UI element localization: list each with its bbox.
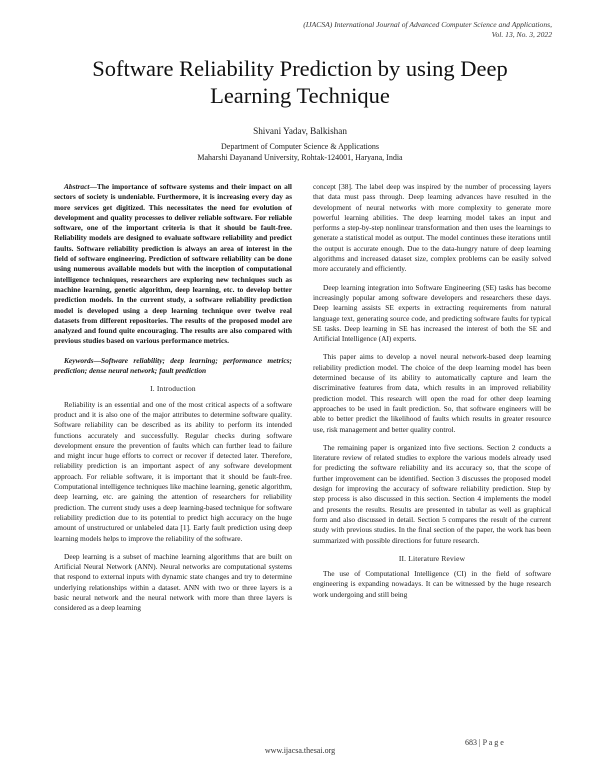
journal-name: (IJACSA) International Journal of Advanced Computer Science and Applications, xyxy=(303,20,552,29)
intro-paragraph-3: concept [38]. The label deep was inspired by the number of processing layers that data must pass through. Deep learning advances have resulted in the development of neural networks with more complexity to generate more powerful learning abilities. The deep learning model takes an input and performs a step-by-step nonlinear transformation and then uses the learnings to generate a statistical model as output. The model continues these iterations until the output is accurate enough. Due to the data-hungry nature of deep learning algorithms and increased dataset size, complex problems can be easily solved more accurately and efficiently. xyxy=(313,182,551,274)
intro-paragraph-4: Deep learning integration into Software Engineering (SE) tasks has become increasingly popular among software developers and researchers these days. Deep learning assists SE experts in extracting requirements from natural language text, generating source code, and predicting software faults for typical SE tasks. Deep learning in SE has increased the interest of both the SE and Artificial Intelligence (AI) experts. xyxy=(313,282,551,344)
intro-paragraph-2: Deep learning is a subset of machine learning algorithms that are built on Artificial Neural Network (ANN). Neural networks are computational systems that respond to external inputs with dynamic state changes and try to determine underlying relationships within a dataset. ANN with two or three layers is a basic neural network and the neural network with more than three layers is considered as a deep learning xyxy=(54,551,292,613)
page-number: 683 | P a g e xyxy=(465,738,504,747)
paper-authors: Shivani Yadav, Balkishan xyxy=(253,126,347,136)
keywords: Keywords—Software reliability; deep learning; performance metrics; prediction; dense neural network; fault prediction xyxy=(54,355,292,376)
section-heading-literature-review: II. Literature Review xyxy=(398,553,466,563)
abstract-label: Abstract xyxy=(64,182,90,191)
footer-url: www.ijacsa.thesai.org xyxy=(264,746,336,755)
paper-title xyxy=(40,55,560,109)
right-column xyxy=(313,182,551,600)
journal-volume: Vol. 13, No. 3, 2022 xyxy=(491,30,552,39)
abstract xyxy=(54,182,292,347)
intro-paragraph-5: This paper aims to develop a novel neural network-based deep learning reliability prediction model. The choice of the deep learning model has been determined because of its ability to automatically capture and learn the discriminative features from data, which results in an improved reliability prediction model. This research will open the road for other deep learning approaches to be used in fault prediction. So, that software engineers will be able to better predict the likelihood of faults which results in greater resource use, risk management and better quality control. xyxy=(313,352,551,434)
title-line-2: Learning Technique xyxy=(210,83,390,108)
abstract-text: —The importance of software systems and their impact on all sectors of society is undeniable. Furthermore, it is increasing every day as more services get digitized. This necessitates the need for evolution of development and quality processes to deliver reliable software. For reliable software, one of the important criteria is that it should be fault-free. Reliability models are designed to evaluate software reliability and predict faults. Software reliability prediction is always an area of interest in the field of software engineering. Prediction of software reliability can be done using numerous available models but with the inception of computational intelligence techniques, researchers are exploring new techniques such as machine learning, genetic algorithm, deep learning, etc. to develop better prediction models. In the current study, a software reliability prediction model is developed using a deep learning technique over twelve real datasets from different repositories. The results of the proposed model are analyzed and found quite encouraging. The results are also compared with previous studies based on various performance metrics. xyxy=(54,182,292,346)
author-affiliation xyxy=(40,141,560,163)
literature-paragraph-1: The use of Computational Intelligence (CI) in the field of software engineering is expanding nowadays. It can be witnessed by the huge research work undergoing and still being xyxy=(313,569,551,599)
intro-paragraph-6: The remaining paper is organized into five sections. Section 2 conducts a literature review of related studies to explore the various models already used for predicting the software reliability and its accuracy so, that the scope of further improvement can be identified. Section 3 discusses the proposed model design for improving the accuracy of software reliability prediction. Step by step process is also discussed in this section. Section 4 implements the model and presents the results. Results are presented in tabular as well as graphical form and also discussed in detail. Section 5 compares the result of the current study with previous studies. In the final section of the paper, the work has been summarized with possible directions for future research. xyxy=(313,442,551,545)
section-heading-introduction: I. Introduction xyxy=(150,384,196,394)
affiliation-university: Maharshi Dayanand University, Rohtak-124001, Haryana, India xyxy=(197,153,403,162)
affiliation-department: Department of Computer Science & Applications xyxy=(221,142,379,151)
left-column xyxy=(54,182,292,614)
intro-paragraph-1: Reliability is an essential and one of the most critical aspects of a software product and it is also one of the major attributes to determine software quality. Software reliability can be described as its ability to perform its intended functions accurately and successfully. Regular checks during software development ensure the prevention of faults which can further lead to failure and might incur huge efforts to correct or recover if detected later. Therefore, reliability prediction is an important aspect of any software development approach. For reliable software, it is important that it should be fault-free. Computational intelligence techniques like machine learning, genetic algorithm, deep learning, etc. are gaining the attention of researchers for reliability prediction. The current study uses a deep learning-based technique for software reliability prediction due to its potential to predict high accuracy on the huge amount of unstructured or unlabeled data [1]. Early fault prediction using deep learning models helps to improve the reliability of the software. xyxy=(54,399,292,543)
journal-header xyxy=(252,20,552,40)
title-line-1: Software Reliability Prediction by using Deep xyxy=(92,56,508,81)
